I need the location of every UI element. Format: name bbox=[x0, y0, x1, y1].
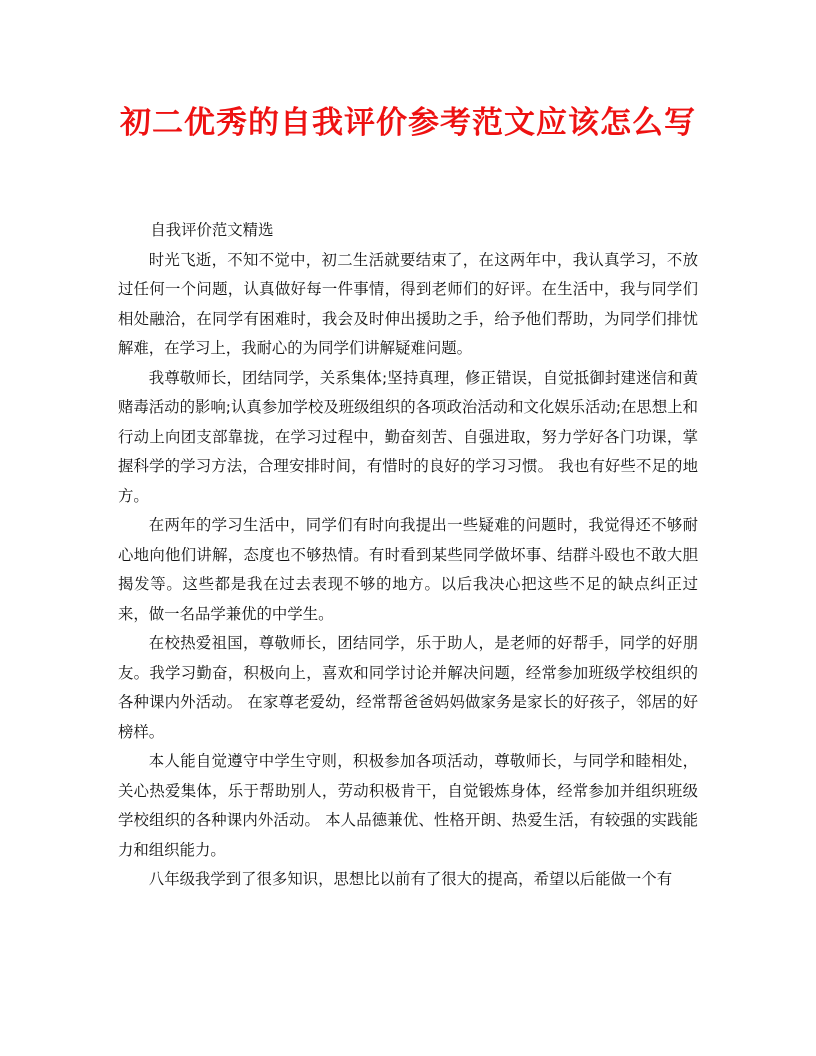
paragraph: 在两年的学习生活中，同学们有时向我提出一些疑难的问题时，我觉得还不够耐心地向他们讲解，态度也不够热情。有时看到某些同学做坏事、结群斗殴也不敢大胆揭发等。这些都是我在过去表现不够的地方。以后我决心把这些不足的缺点纠正过来，做一名品学兼优的中学生。 bbox=[118, 516, 698, 623]
document-body bbox=[118, 216, 698, 895]
section-subtitle: 自我评价范文精选 bbox=[150, 221, 274, 239]
paragraph: 在校热爱祖国，尊敬师长，团结同学，乐于助人，是老师的好帮手，同学的好朋友。我学习勤奋，积极向上，喜欢和同学讨论并解决问题，经常参加班级学校组织的各种课内外活动。 在家尊老爱幼，经常帮爸爸妈妈做家务是家长的好孩子，邻居的好榜样。 bbox=[118, 634, 698, 741]
paragraph: 时光飞逝，不知不觉中，初二生活就要结束了，在这两年中，我认真学习，不放过任何一个问题，认真做好每一件事情，得到老师们的好评。在生活中，我与同学们相处融洽，在同学有困难时，我会及时伸出援助之手，给予他们帮助，为同学们排忧解难，在学习上，我耐心的为同学们讲解疑难问题。 bbox=[118, 250, 698, 357]
paragraph: 本人能自觉遵守中学生守则，积极参加各项活动，尊敬师长，与同学和睦相处，关心热爱集体，乐于帮助别人，劳动积极肯干，自觉锻炼身体，经常参加并组织班级学校组织的各种课内外活动。 本人品德兼优、性格开朗、热爱生活，有较强的实践能力和组织能力。 bbox=[118, 752, 698, 859]
page-title: 初二优秀的自我评价参考范文应该怎么写 bbox=[120, 105, 696, 141]
paragraph: 我尊敬师长，团结同学，关系集体;坚持真理，修正错误，自觉抵御封建迷信和黄赌毒活动的影响;认真参加学校及班级组织的各项政治活动和文化娱乐活动;在思想上和行动上向团支部靠拢，在学习过程中，勤奋刻苦、自强进取，努力学好各门功课，掌握科学的学习方法，合理安排时间，有惜时的良好的学习习惯。 我也有好些不足的地方。 bbox=[118, 368, 698, 505]
paragraph: 八年级我学到了很多知识，思想比以前有了很大的提高，希望以后能做一个有 bbox=[148, 870, 673, 888]
